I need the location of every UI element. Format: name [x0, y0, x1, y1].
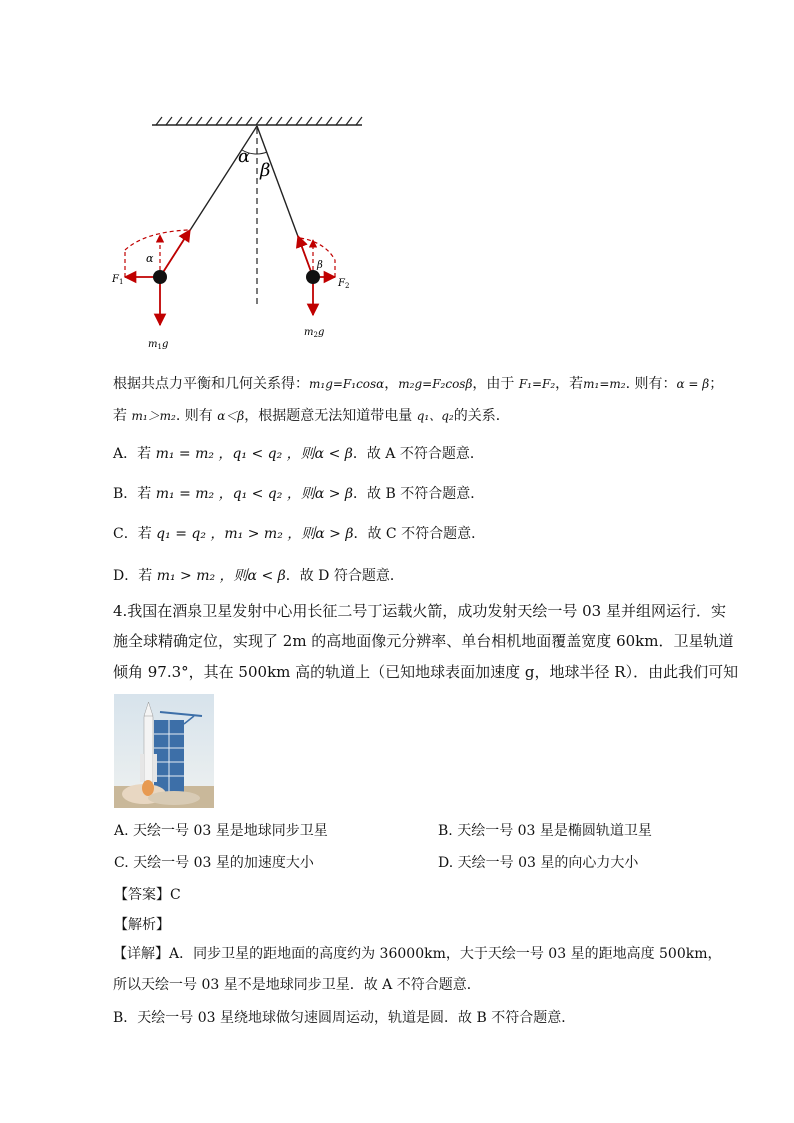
choice-d[interactable]: D. 天绘一号 03 星的向心力大小 — [438, 855, 639, 871]
choice-a[interactable]: A. 天绘一号 03 星是地球同步卫星 — [114, 823, 328, 839]
label-beta: β — [260, 160, 271, 181]
label-m1g: $m_1g$ — [148, 339, 169, 351]
label-m2g: $m_2g$ — [304, 327, 325, 339]
answer-line: 【答案】C — [114, 887, 181, 903]
ball-right — [306, 270, 320, 284]
analysis-option-b: B．若 m₁ = m₂ ，q₁ < q₂ ，则α > β．故 B 不符合题意． — [113, 486, 485, 502]
analysis-option-a: A．若 m₁ = m₂ ，q₁ < q₂ ，则α < β．故 A 不符合题意． — [113, 446, 484, 462]
label-F1: $F_1$ — [112, 274, 124, 286]
ceiling — [152, 117, 362, 125]
label-alpha: α — [238, 146, 251, 167]
pendulum-force-diagram — [100, 110, 400, 360]
ball-left — [153, 270, 167, 284]
detail-line-3: B．天绘一号 03 星绕地球做匀速圆周运动，轨道是圆．故 B 不符合题意． — [113, 1010, 576, 1026]
label-beta-small: β — [317, 260, 323, 271]
angle-arc-beta — [257, 152, 267, 154]
question4-line-1: 4.我国在酒泉卫星发射中心用长征二号丁运载火箭，成功发射天绘一号 03 星并组网运行．实 — [113, 602, 726, 620]
analysis-option-d: D．若 m₁ > m₂ ，则α < β．故 D 符合题意． — [113, 568, 404, 584]
analysis-line-1: 根据共点力平衡和几何关系得：m₁g=F₁cosα，m₂g=F₂cosβ，由于 F₁=F₂，若m₁=m₂. 则有：α = β； — [113, 376, 724, 392]
question4-line-3: 倾角 97.3°，其在 500km 高的轨道上（已知地球表面加速度 g，地球半径 R）．由此我们可知 — [113, 663, 739, 681]
choice-b[interactable]: B. 天绘一号 03 星是椭圆轨道卫星 — [438, 823, 652, 839]
question4-line-2: 施全球精确定位，实现了 2m 的高地面像元分辨率、单台相机地面覆盖宽度 60km．卫星轨道 — [113, 632, 734, 650]
choice-c[interactable]: C. 天绘一号 03 星的加速度大小 — [114, 855, 314, 871]
analysis-option-c: C．若 q₁ = q₂ ，m₁ > m₂ ，则α > β．故 C 不符合题意． — [113, 526, 486, 542]
rocket-launch-photo — [114, 694, 214, 808]
analysis-line-2: 若 m₁＞m₂. 则有 α＜β，根据题意无法知道带电量 q₁、q₂的关系． — [113, 408, 510, 424]
detail-line-1: 【详解】A．同步卫星的距地面的高度约为 36000km，大于天绘一号 03 星的距地高度 500km， — [113, 946, 722, 962]
jiexi-label: 【解析】 — [114, 917, 170, 933]
label-alpha-small: α — [146, 252, 154, 265]
detail-line-2: 所以天绘一号 03 星不是地球同步卫星．故 A 不符合题意． — [113, 977, 481, 993]
label-F2: $F_2$ — [338, 278, 350, 290]
